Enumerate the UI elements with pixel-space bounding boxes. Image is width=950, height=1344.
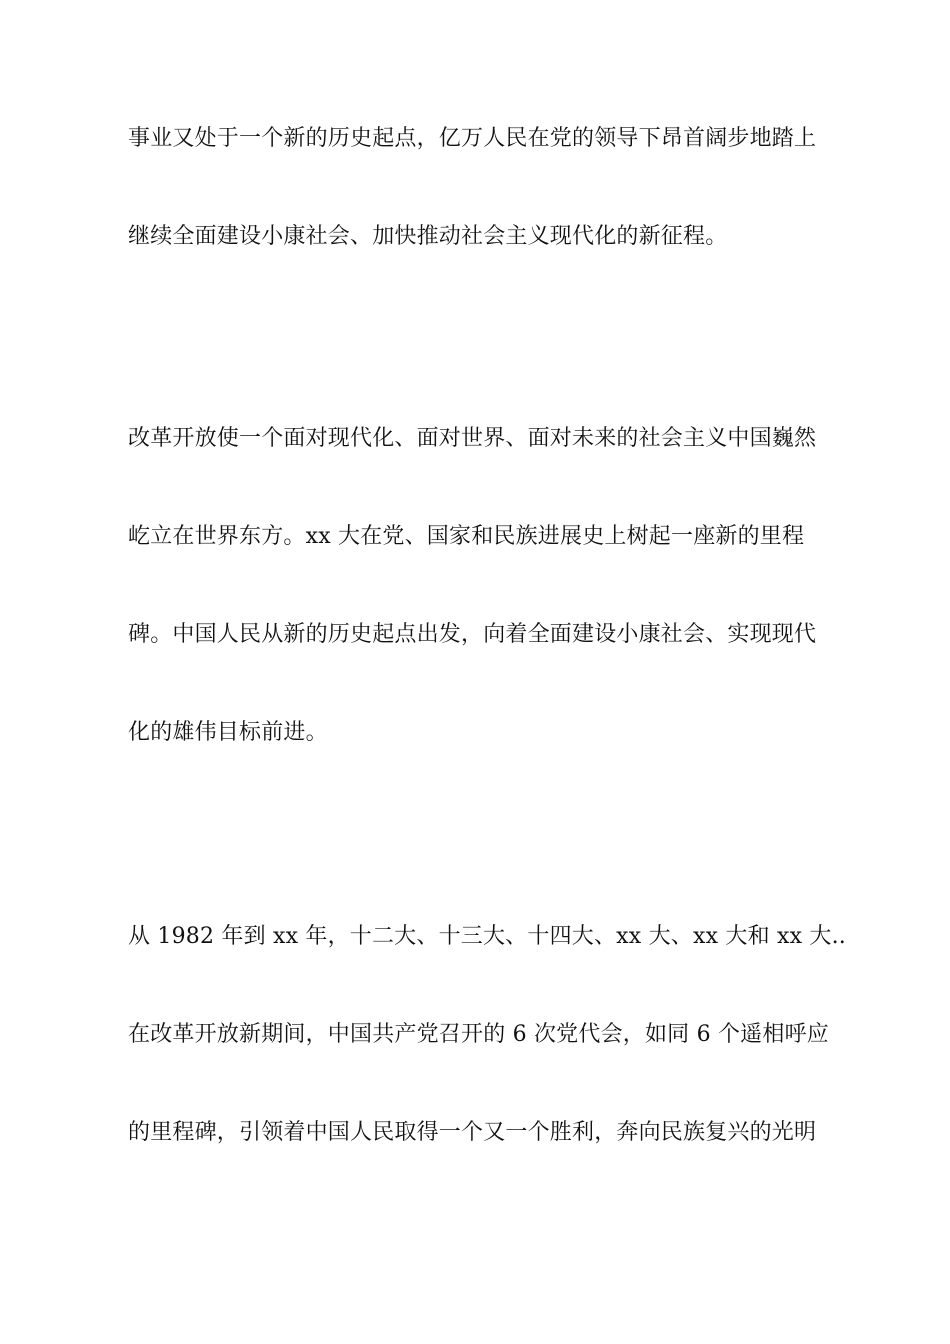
paragraph-3-line-3: 的里程碑，引领着中国人民取得一个又一个胜利，奔向民族复兴的光明: [128, 1120, 817, 1145]
paragraph-2-line-2: 屹立在世界东方。xx 大在党、国家和民族进展史上树起一座新的里程: [128, 524, 805, 549]
paragraph-1-line-2: 继续全面建设小康社会、加快推动社会主义现代化的新征程。: [128, 224, 728, 249]
paragraph-2-line-3: 碑。中国人民从新的历史起点出发，向着全面建设小康社会、实现现代: [128, 622, 817, 647]
paragraph-2-line-4: 化的雄伟目标前进。: [128, 720, 328, 745]
paragraph-1-line-1: 事业又处于一个新的历史起点，亿万人民在党的领导下昂首阔步地踏上: [128, 126, 817, 151]
paragraph-2-line-1: 改革开放使一个面对现代化、面对世界、面对未来的社会主义中国巍然: [128, 426, 817, 451]
paragraph-3-line-2: 在改革开放新期间，中国共产党召开的 6 次党代会，如同 6 个遥相呼应: [128, 1022, 829, 1047]
paragraph-3-line-1: 从 1982 年到 xx 年，十二大、十三大、十四大、xx 大、xx 大和 xx 大..: [128, 924, 846, 949]
